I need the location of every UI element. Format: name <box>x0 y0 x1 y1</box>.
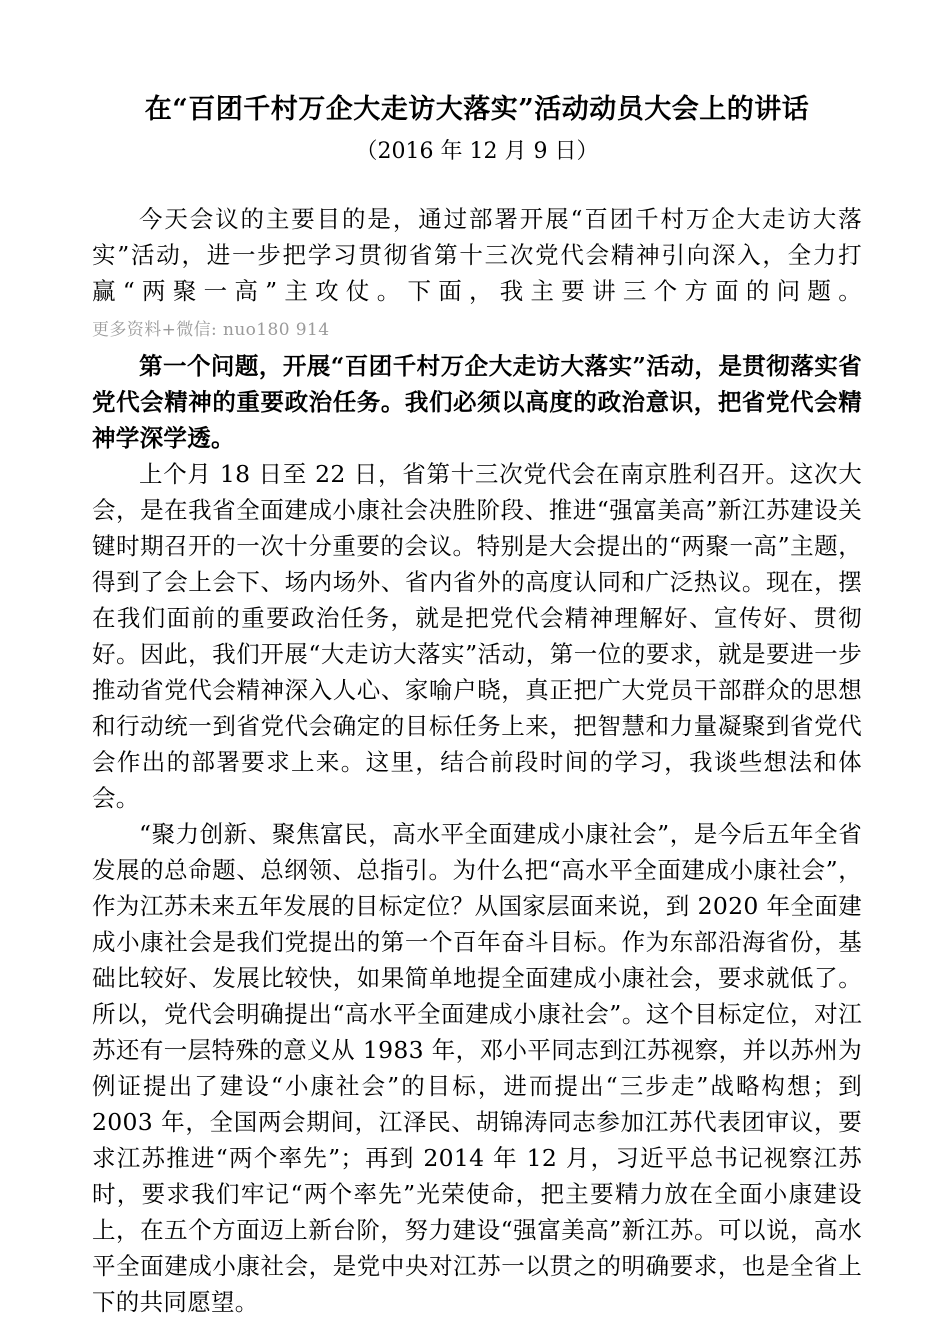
document-body <box>92 201 862 1320</box>
paragraph-1-text: 今天会议的主要目的是，通过部署开展“百团千村万企大走访大落实”活动，进一步把学习贯彻省第十三次党代会精神引向深入，全力打赢“两聚一高”主攻仗。下面，我主要讲三个方面的问题。 <box>92 204 862 305</box>
paragraph-3: 上个月 18 日至 22 日，省第十三次党代会在南京胜利召开。这次大会，是在我省全面建成小康社会决胜阶段、推进“强富美高”新江苏建设关键时期召开的一次十分重要的会议。特别是大会提出的“两聚一高”主题，得到了会上会下、场内场外、省内省外的高度认同和广泛热议。现在，摆在我们面前的重要政治任务，就是把党代会精神理解好、宣传好、贯彻好。因此，我们开展“大走访大落实”活动，第一位的要求，就是要进一步推动省党代会精神深入人心、家喻户晓，真正把广大党员干部群众的思想和行动统一到省党代会确定的目标任务上来，把智慧和力量凝聚到省党代会作出的部署要求上来。这里，结合前段时间的学习，我谈些想法和体会。 <box>92 459 862 812</box>
document-content <box>92 0 862 1320</box>
paragraph-2: 第一个问题，开展“百团千村万企大走访大落实”活动，是贯彻落实省党代会精神的重要政治任务。我们必须以高度的政治意识，把省党代会精神学深学透。 <box>92 351 862 452</box>
page-title: 在“百团千村万企大走访大落实”活动动员大会上的讲话 <box>144 94 810 125</box>
paragraph-1 <box>92 201 862 348</box>
document-date: （2016 年 12 月 9 日） <box>355 139 599 165</box>
paragraph-4: “聚力创新、聚焦富民，高水平全面建成小康社会”，是今后五年全省发展的总命题、总纲领、总指引。为什么把“高水平全面建成小康社会”，作为江苏未来五年发展的目标定位？从国家层面来说，到 2020 年全面建成小康社会是我们党提出的第一个百年奋斗目标。作为东部沿海省份，基础比较好、发展比较快，如果简单地提全面建成小康社会，要求就低了。所以，党代会明确提出“高水平全面建成小康社会”。这个目标定位，对江苏还有一层特殊的意义从 1983 年，邓小平同志到江苏视察，并以苏州为例证提出了建设“小康社会”的目标，进而提出“三步走”战略构想；到 2003 年，全国两会期间，江泽民、胡锦涛同志参加江苏代表团审议，要求江苏推进“两个率先”；再到 2014 年 12 月，习近平总书记视察江苏时，要求我们牢记“两个率先”光荣使命，把主要精力放在全面小康建设上，在五个方面迈上新台阶，努力建设“强富美高”新江苏。可以说，高水平全面建成小康社会，是党中央对江苏一以贯之的明确要求，也是全省上下的共同愿望。 <box>92 819 862 1316</box>
watermark-text: 更多资料+微信: nuo180 914 <box>92 319 330 340</box>
